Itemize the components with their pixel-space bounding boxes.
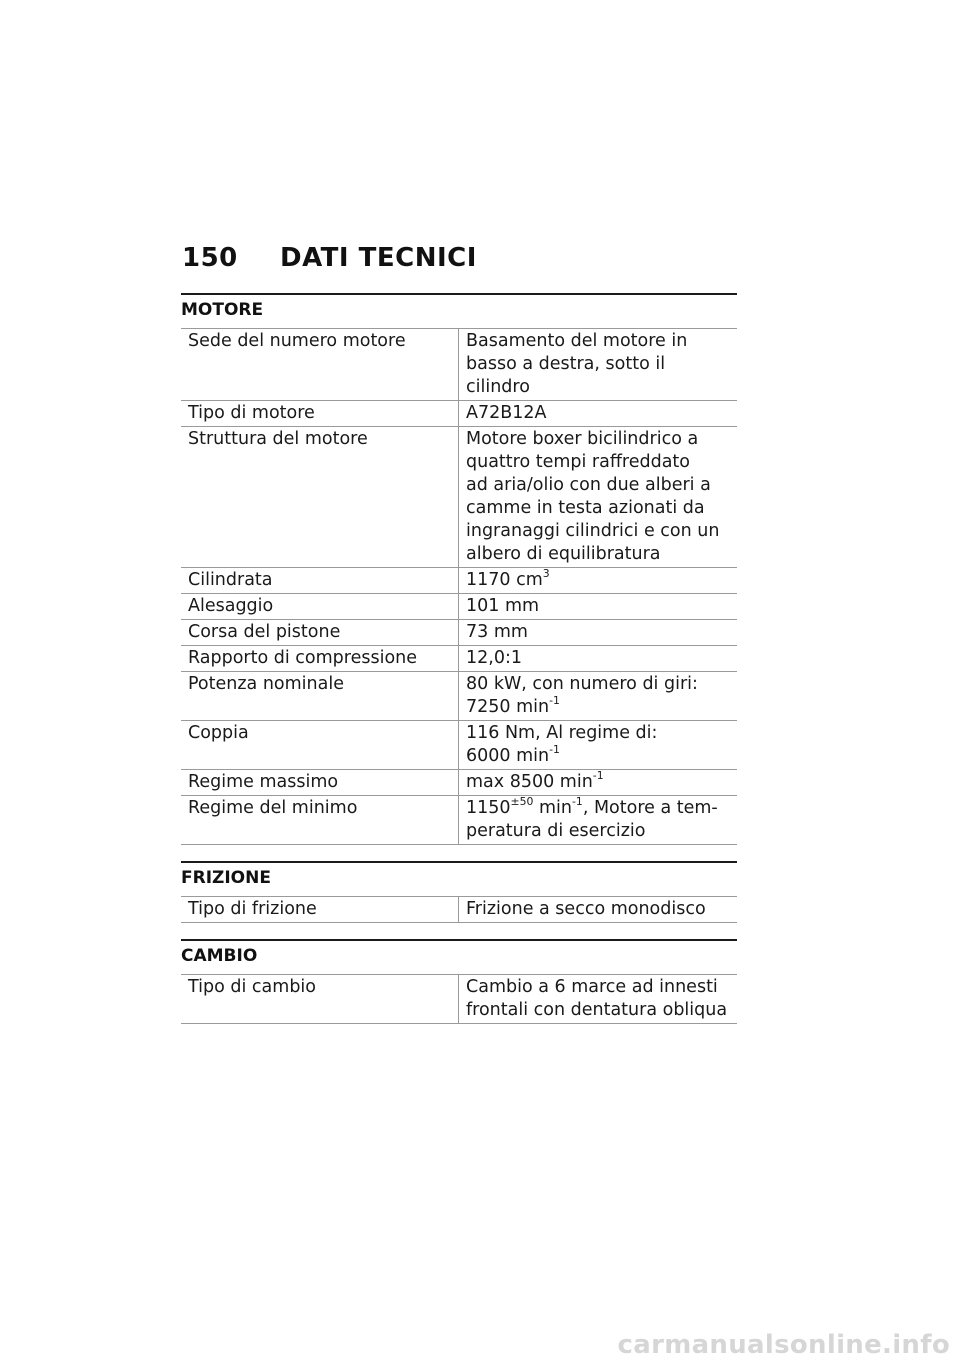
- spec-value-line: camme in testa azionati da: [466, 498, 705, 518]
- spec-value-line: ingranaggi cilindrici e con un: [466, 521, 720, 541]
- spec-value-line: quattro tempi raffreddato: [466, 452, 690, 472]
- table-row: [181, 427, 737, 568]
- spec-label: Rapporto di compressione: [181, 646, 459, 672]
- spec-value-line: ad aria/olio con due alberi a: [466, 475, 711, 495]
- table-row: [181, 646, 737, 672]
- section-title-cambio: CAMBIO: [181, 939, 737, 974]
- spec-value-text: 1150: [466, 798, 511, 818]
- spec-value-line: albero di equilibratura: [466, 544, 661, 564]
- spec-content: [181, 293, 737, 1040]
- spec-value-text: 1170 cm: [466, 570, 543, 590]
- spec-value-line: [466, 693, 729, 719]
- section-title-frizione: FRIZIONE: [181, 861, 737, 896]
- spec-label: Regime massimo: [181, 770, 459, 796]
- spec-value-line: [466, 742, 729, 768]
- spec-value: [459, 427, 738, 568]
- spec-label: Tipo di motore: [181, 401, 459, 427]
- page-number: 150: [182, 243, 238, 273]
- spec-table-frizione: [181, 896, 737, 923]
- spec-value: [459, 796, 738, 845]
- spec-value: Frizione a secco monodisco: [459, 897, 738, 923]
- spec-value: [459, 975, 738, 1024]
- spec-value-text: min: [533, 798, 573, 818]
- spec-value: 73 mm: [459, 620, 738, 646]
- spec-label: Cilindrata: [181, 568, 459, 594]
- superscript: -1: [549, 693, 560, 707]
- spec-value: [459, 329, 738, 401]
- spec-value-line: 116 Nm, Al regime di:: [466, 723, 658, 743]
- superscript: -1: [572, 794, 583, 808]
- spec-value-line: peratura di esercizio: [466, 821, 646, 841]
- spec-label: Tipo di frizione: [181, 897, 459, 923]
- page-title: DATI TECNICI: [280, 243, 477, 273]
- spec-value: 101 mm: [459, 594, 738, 620]
- table-row: [181, 975, 737, 1024]
- table-row: [181, 401, 737, 427]
- watermark: carmanualsonline.info: [617, 1330, 950, 1360]
- table-row: [181, 329, 737, 401]
- section-cambio: [181, 939, 737, 1024]
- spec-label: Regime del minimo: [181, 796, 459, 845]
- spec-label: Corsa del pistone: [181, 620, 459, 646]
- spec-value: 12,0:1: [459, 646, 738, 672]
- spec-label: Sede del numero motore: [181, 329, 459, 401]
- spec-value-line: Cambio a 6 marce ad innesti: [466, 977, 718, 997]
- spec-value-text: 6000 min: [466, 746, 550, 766]
- spec-value: [459, 721, 738, 770]
- table-row: [181, 672, 737, 721]
- spec-label: Tipo di cambio: [181, 975, 459, 1024]
- spec-value-line: [466, 794, 729, 820]
- spec-value-line: 80 kW, con numero di giri:: [466, 674, 698, 694]
- section-title-motore: MOTORE: [181, 293, 737, 328]
- spec-label: Potenza nominale: [181, 672, 459, 721]
- superscript: 3: [542, 566, 550, 580]
- page-header: [182, 243, 477, 273]
- table-row: [181, 897, 737, 923]
- table-row: [181, 770, 737, 796]
- superscript: -1: [549, 742, 560, 756]
- table-row: [181, 594, 737, 620]
- spec-value-line: Basamento del motore in: [466, 331, 688, 351]
- spec-value-line: Motore boxer bicilindrico a: [466, 429, 699, 449]
- superscript: -1: [592, 768, 604, 782]
- spec-value-line: basso a destra, sotto il cilindro: [466, 354, 666, 397]
- spec-value: [459, 672, 738, 721]
- spec-label: Alesaggio: [181, 594, 459, 620]
- table-row: [181, 721, 737, 770]
- spec-table-motore: [181, 328, 737, 845]
- spec-table-cambio: [181, 974, 737, 1024]
- table-row: [181, 620, 737, 646]
- table-row: [181, 568, 737, 594]
- spec-value: A72B12A: [459, 401, 738, 427]
- spec-value-text: , Motore a tem-: [582, 798, 718, 818]
- spec-value-text: 7250 min: [466, 697, 550, 717]
- spec-label: Coppia: [181, 721, 459, 770]
- spec-value: [459, 568, 738, 594]
- spec-value-text: max 8500 min: [466, 772, 593, 792]
- spec-value-line: frontali con dentatura obliqua: [466, 1000, 728, 1020]
- spec-value: [459, 770, 738, 796]
- section-frizione: [181, 861, 737, 923]
- spec-label: Struttura del motore: [181, 427, 459, 568]
- table-row: [181, 796, 737, 845]
- section-motore: [181, 293, 737, 845]
- superscript: ±50: [510, 794, 534, 808]
